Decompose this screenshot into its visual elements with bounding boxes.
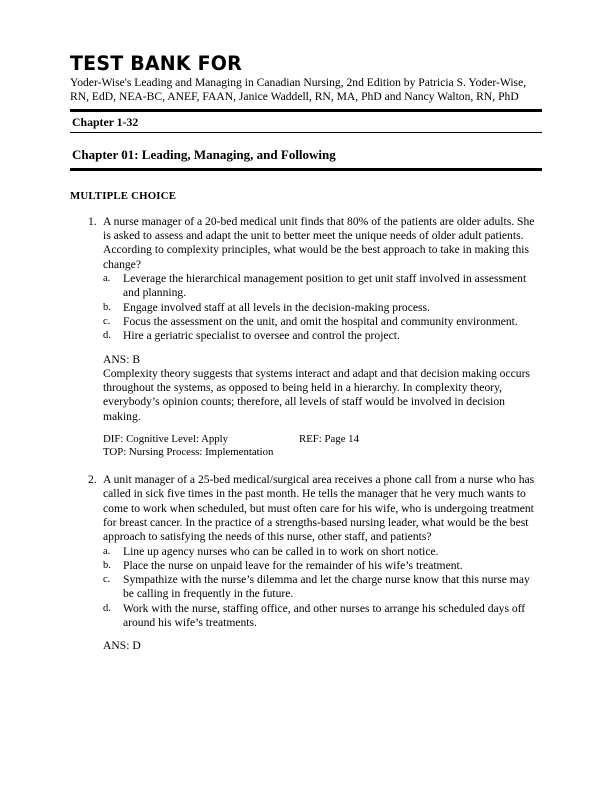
choice-item — [103, 272, 542, 301]
question-metadata — [103, 433, 542, 459]
answer-choices — [103, 272, 542, 343]
topic-tag: TOP: Nursing Process: Implementation — [103, 446, 274, 459]
question-item — [70, 215, 542, 459]
choice-letter: b. — [103, 301, 111, 313]
choice-text: Line up agency nurses who can be called in to work on short notice. — [123, 544, 439, 558]
chapter-title: Chapter 01: Leading, Managing, and Following — [72, 146, 336, 162]
choice-text: Sympathize with the nurse’s dilemma and let the charge nurse know that this nurse may be calling in frequently in the future. — [123, 573, 530, 601]
choice-letter: b. — [103, 559, 111, 571]
test-bank-title: TEST BANK FOR — [70, 52, 242, 76]
question-number: 1. — [88, 214, 97, 228]
divider-thin — [70, 132, 542, 133]
difficulty-level: DIF: Cognitive Level: Apply — [103, 433, 229, 446]
question-item — [70, 473, 542, 654]
question-text: A nurse manager of a 20-bed medical unit finds that 80% of the patients are older adults. She is asked to assess and adapt the unit to better meet the unique needs of older adult patients. According to complexity principles, what would be the best approach to take in making this change? — [103, 214, 535, 271]
divider-chapter — [70, 168, 542, 171]
answer-rationale: Complexity theory suggests that systems interact and adapt and that decision making occurs throughout the systems, as opposed to being held in a hierarchy. In complexity theory, everybody’s opinion counts; therefore, all levels of staff would be involved in decision making. — [103, 366, 530, 423]
choice-letter: c. — [103, 574, 111, 586]
choice-letter: a. — [103, 545, 111, 557]
choice-letter: c. — [103, 315, 111, 327]
document-page — [70, 52, 542, 662]
choice-text: Engage involved staff at all levels in the decision-making process. — [123, 300, 430, 314]
choice-text: Hire a geriatric specialist to oversee and control the project. — [123, 329, 400, 343]
choice-letter: a. — [103, 273, 111, 285]
answer-choices — [103, 545, 542, 631]
choice-text: Leverage the hierarchical management position to get unit staff involved in assessment and planning. — [123, 272, 527, 300]
section-heading: MULTIPLE CHOICE — [70, 189, 177, 202]
choice-text: Work with the nurse, staffing office, and other nurses to arrange his scheduled days off around his wife’s treatments. — [123, 601, 526, 630]
choice-item — [103, 573, 542, 602]
choice-text: Place the nurse on unpaid leave for the remainder of his wife’s treatment. — [123, 558, 463, 572]
choice-item — [103, 329, 542, 343]
choice-item — [103, 301, 542, 315]
choice-item — [103, 545, 542, 559]
choice-item — [103, 559, 542, 573]
choice-letter: d. — [103, 602, 111, 614]
question-text: A unit manager of a 25-bed medical/surgical area receives a phone call from a nurse who has called in sick five times in the past month. He tells the manager that he very much wants to come to work when scheduled, but must often care for his wife, who is undergoing treatment for breast cancer. In the practice of a strengths-based nursing leader, what would be the best approach to satisfying the needs of this nurse, other staff, and patients? — [103, 473, 535, 544]
page-reference: REF: Page 14 — [299, 433, 359, 446]
choice-item — [103, 315, 542, 329]
answer-key: ANS: B — [103, 352, 141, 366]
choice-text: Focus the assessment on the unit, and omit the hospital and community environment. — [123, 314, 518, 328]
choice-letter: d. — [103, 330, 111, 342]
answer-key: ANS: D — [103, 639, 141, 653]
chapter-range: Chapter 1-32 — [72, 114, 139, 129]
choice-item — [103, 602, 542, 631]
question-number: 2. — [88, 473, 97, 487]
book-subtitle: Yoder-Wise's Leading and Managing in Canadian Nursing, 2nd Edition by Patricia S. Yoder-Wise, RN, EdD, NEA-BC, ANEF, FAAN, Janice Waddell, RN, MA, PhD and Nancy Walton, RN, PhD — [70, 76, 527, 104]
